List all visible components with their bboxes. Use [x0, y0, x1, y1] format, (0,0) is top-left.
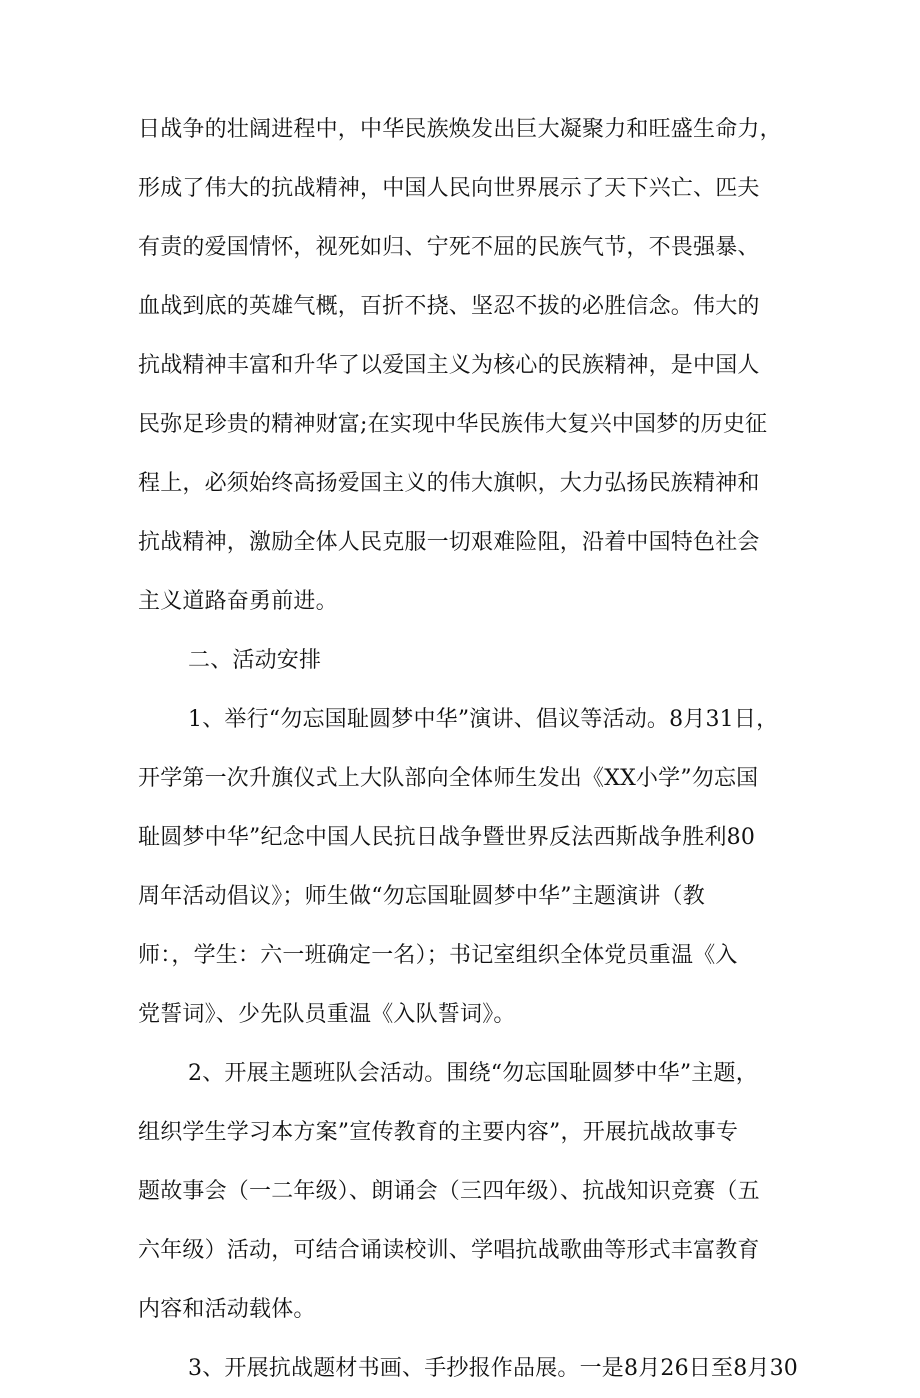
text-line: 师：，学生：六一班确定一名）；书记室组织全体党员重温《入 [138, 943, 738, 968]
text-line: 组织学生学习本方案”宣传教育的主要内容”，开展抗战故事专 [138, 1120, 739, 1145]
text-line: 耻圆梦中华”纪念中国人民抗日战争暨世界反法西斯战争胜利80 [138, 825, 756, 850]
text-line: 周年活动倡议》；师生做“勿忘国耻圆梦中华”主题演讲（教 [138, 884, 705, 909]
text-line: 党誓词》、少先队员重温《入队誓词》。 [138, 1002, 516, 1027]
text-line: 1、举行“勿忘国耻圆梦中华”演讲、倡议等活动。8月31日， [188, 707, 779, 732]
section-heading: 二、活动安排 [188, 648, 322, 673]
text-line: 开学第一次升旗仪式上大队部向全体师生发出《XX小学”勿忘国 [138, 766, 759, 791]
text-line: 民弥足珍贵的精神财富;在实现中华民族伟大复兴中国梦的历史征 [138, 412, 768, 437]
text-line: 血战到底的英雄气概，百折不挠、坚忍不拔的必胜信念。伟大的 [138, 294, 760, 319]
text-line: 六年级）活动，可结合诵读校训、学唱抗战歌曲等形式丰富教育 [138, 1238, 760, 1263]
text-line: 形成了伟大的抗战精神，中国人民向世界展示了天下兴亡、匹夫 [138, 176, 760, 201]
text-line: 内容和活动载体。 [138, 1297, 316, 1322]
text-line: 题故事会（一二年级）、朗诵会（三四年级）、抗战知识竞赛（五 [138, 1179, 760, 1204]
text-line: 3、开展抗战题材书画、手抄报作品展。一是8月26日至8月30 [188, 1356, 798, 1381]
text-line: 抗战精神，激励全体人民克服一切艰难险阻，沿着中国特色社会 [138, 530, 760, 555]
text-line: 主义道路奋勇前进。 [138, 589, 338, 614]
text-line: 有责的爱国情怀，视死如归、宁死不屈的民族气节，不畏强暴、 [138, 235, 760, 260]
text-line: 日战争的壮阔进程中，中华民族焕发出巨大凝聚力和旺盛生命力， [138, 117, 782, 142]
text-line: 2、开展主题班队会活动。围绕“勿忘国耻圆梦中华”主题， [188, 1061, 758, 1086]
text-line: 程上，必须始终高扬爱国主义的伟大旗帜，大力弘扬民族精神和 [138, 471, 760, 496]
text-line: 抗战精神丰富和升华了以爱国主义为核心的民族精神，是中国人 [138, 353, 760, 378]
body-text [138, 100, 808, 1398]
